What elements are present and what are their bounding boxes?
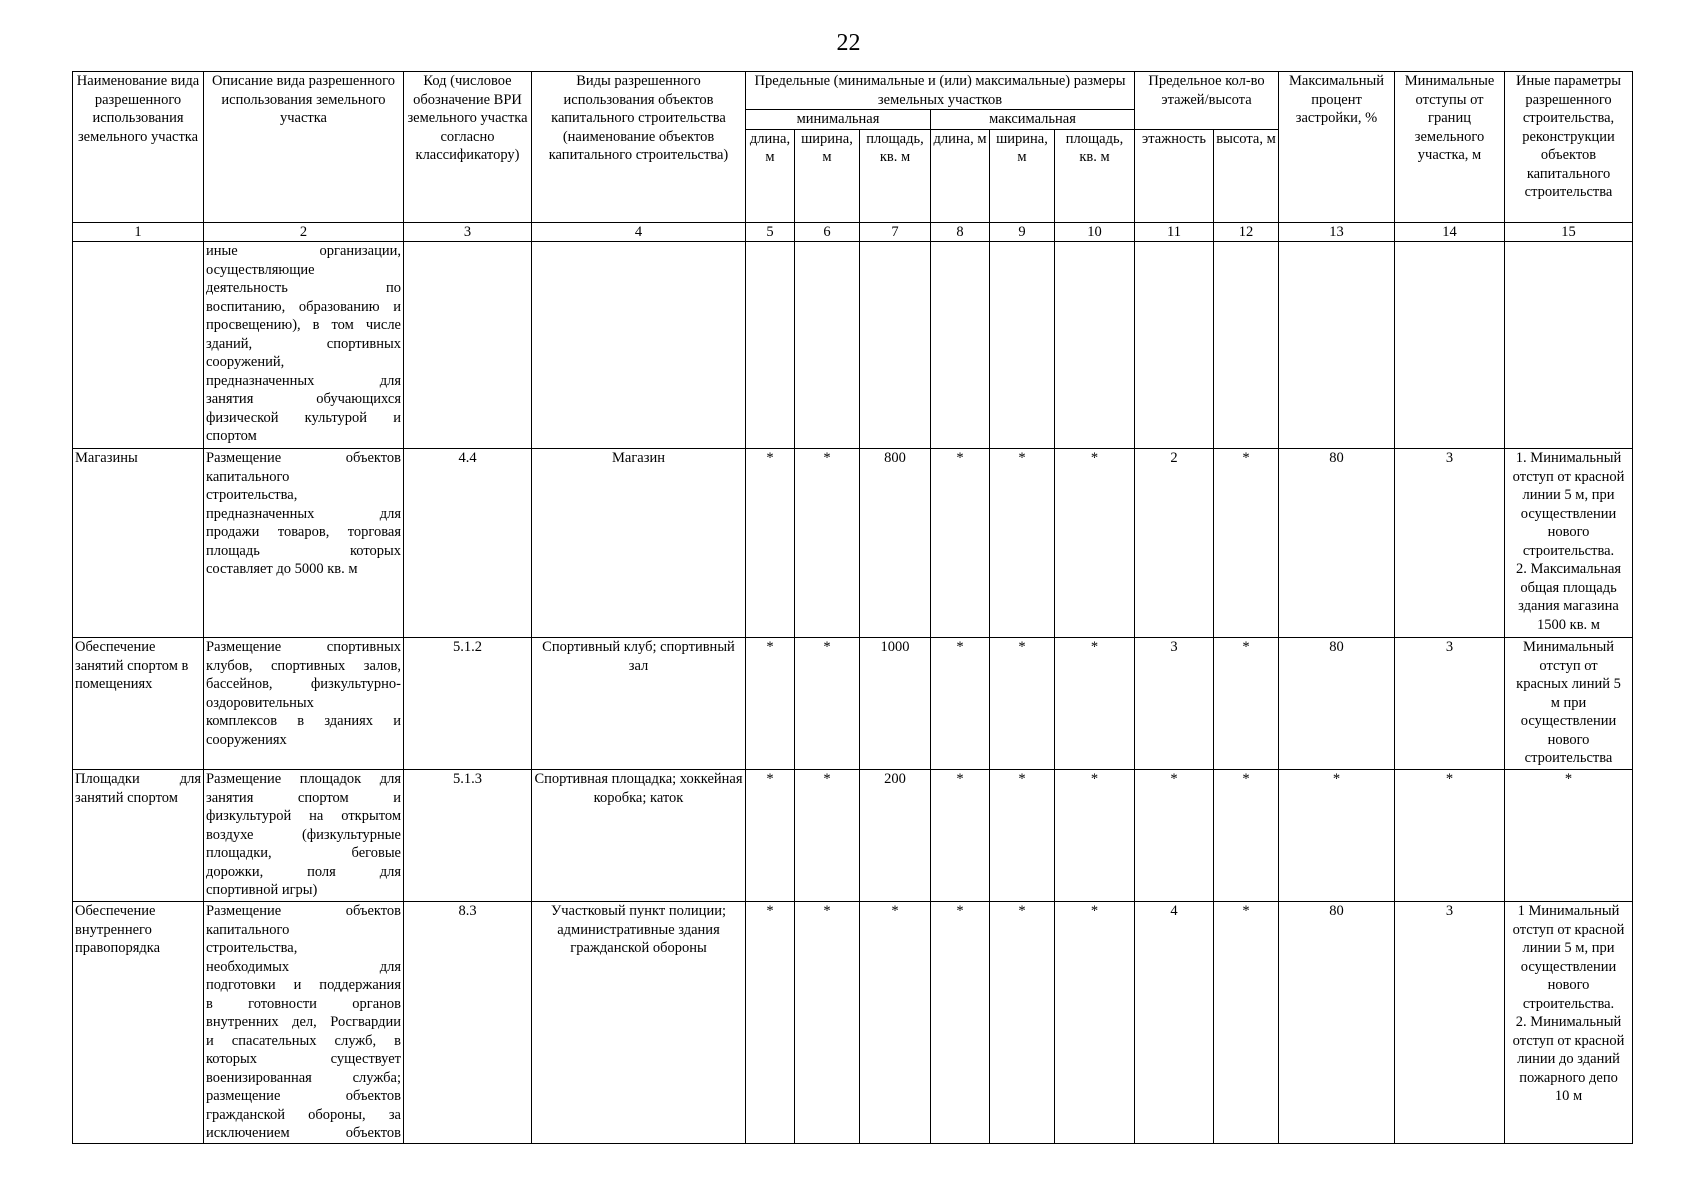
land-use-table: [72, 71, 1633, 1144]
other-line: пожарного депо: [1519, 1069, 1618, 1086]
other-line: отступ от: [1539, 657, 1598, 674]
cell-value: [1279, 242, 1395, 449]
other-line: м при: [1550, 694, 1587, 711]
max-area: *: [1055, 638, 1135, 770]
floors: *: [1135, 770, 1214, 902]
other-line: здания магазина: [1518, 598, 1619, 614]
min-area: 1000: [860, 638, 931, 770]
min-area: 800: [860, 449, 931, 638]
max-area: *: [1055, 449, 1135, 638]
description-line: воздухе (физкультурные: [206, 826, 401, 843]
column-number: 6: [795, 222, 860, 242]
land-use-name: Магазины: [73, 449, 204, 638]
height: *: [1214, 449, 1279, 638]
object-types: Спортивный клуб; спортивный зал: [532, 638, 746, 770]
description-line: спортивной игры): [206, 882, 318, 898]
max-width: *: [990, 449, 1055, 638]
max-length: *: [931, 638, 990, 770]
table-row: [73, 770, 1633, 902]
object-types: Магазин: [532, 449, 746, 638]
min-width: *: [795, 638, 860, 770]
description-line: продажи товаров, торговая: [206, 524, 401, 540]
max-building-percent: 80: [1279, 902, 1395, 1144]
column-number: 8: [931, 222, 990, 242]
other-line: нового: [1547, 731, 1590, 748]
cell-value: [746, 242, 795, 449]
min-length: *: [746, 902, 795, 1144]
header-minimum: минимальная: [746, 110, 931, 130]
description-line: сооружениях: [206, 731, 287, 748]
description-line: необходимых для: [206, 958, 401, 975]
min-area: 200: [860, 770, 931, 902]
other-line: линии 5 м, при: [1522, 487, 1615, 503]
floors: 4: [1135, 902, 1214, 1144]
other-parameters: [1505, 770, 1633, 902]
other-line: нового: [1547, 524, 1590, 540]
header-min-width: ширина, м: [795, 129, 860, 222]
header-description: Описание вида разрешенного использования земельного участка: [204, 72, 404, 223]
description-line: предназначенных для: [206, 505, 401, 522]
header-min-area: площадь, кв. м: [860, 129, 931, 222]
header-min-length: длина, м: [746, 129, 795, 222]
header-max-length: длина, м: [931, 129, 990, 222]
other-line: линии 5 м, при: [1522, 940, 1615, 956]
column-number: 13: [1279, 222, 1395, 242]
description-line: спортом: [206, 428, 257, 444]
header-height: высота, м: [1214, 129, 1279, 222]
description-line: физкультурой на открытом: [206, 808, 401, 824]
description-line: комплексов в зданиях и: [206, 713, 401, 729]
description-line: предназначенных для: [206, 372, 401, 389]
floors: 2: [1135, 449, 1214, 638]
other-line: строительства: [1524, 750, 1613, 766]
land-use-description: [204, 770, 404, 902]
description-line: зданий, спортивных: [206, 335, 401, 352]
land-use-description: [204, 902, 404, 1144]
min-length: *: [746, 449, 795, 638]
max-building-percent: *: [1279, 770, 1395, 902]
other-line: *: [1564, 771, 1573, 787]
description-line: физической культурой и: [206, 409, 401, 426]
header-min-setbacks: Минимальные отступы от границ земельного участка, м: [1395, 72, 1505, 223]
max-building-percent: 80: [1279, 638, 1395, 770]
min-setback: *: [1395, 770, 1505, 902]
header-plot-size-limits: Предельные (минимальные и (или) максимальные) размеры земельных участков: [746, 72, 1135, 110]
header-max-building-percent: Максимальный процент застройки, %: [1279, 72, 1395, 223]
min-width: *: [795, 770, 860, 902]
description-line: военизированная служба;: [206, 1069, 401, 1086]
column-number: 2: [204, 222, 404, 242]
column-number: 4: [532, 222, 746, 242]
column-number: 9: [990, 222, 1055, 242]
other-line: строительства.: [1522, 995, 1615, 1012]
header-code: Код (числовое обозначение ВРИ земельного участка согласно классификатору): [404, 72, 532, 223]
land-use-code: 4.4: [404, 449, 532, 638]
other-line: 1. Минимальный: [1515, 450, 1622, 466]
cell-value: [795, 242, 860, 449]
description-line: иные организации,: [206, 243, 401, 259]
other-line: отступ от красной: [1512, 1032, 1625, 1049]
other-parameters: [1505, 449, 1633, 638]
header-land-use-name: Наименование вида разрешенного использования земельного участка: [73, 72, 204, 223]
max-width: *: [990, 638, 1055, 770]
other-line: 2. Максимальная: [1515, 561, 1622, 577]
description-line: подготовки и поддержания: [206, 977, 401, 993]
land-use-name: [73, 242, 204, 449]
description-line: в готовности органов: [206, 995, 401, 1012]
cell-value: [1395, 242, 1505, 449]
description-line: исключением объектов: [206, 1125, 401, 1141]
land-use-code: 5.1.3: [404, 770, 532, 902]
description-line: Размещение объектов: [206, 450, 401, 466]
cell-value: [1055, 242, 1135, 449]
land-use-description: [204, 449, 404, 638]
description-line: размещение объектов: [206, 1088, 401, 1104]
header-maximum: максимальная: [931, 110, 1135, 130]
other-line: Минимальный: [1523, 639, 1614, 655]
column-number: 5: [746, 222, 795, 242]
cell-value: [990, 242, 1055, 449]
description-line: площадки, беговые: [206, 845, 401, 861]
cell-value: [1505, 242, 1633, 449]
other-line: отступ от красной: [1512, 921, 1625, 938]
description-line: Размещение объектов: [206, 903, 401, 919]
description-line: строительства,: [206, 940, 298, 956]
column-number: 3: [404, 222, 532, 242]
description-line: капитального: [206, 921, 290, 938]
max-length: *: [931, 770, 990, 902]
min-setback: 3: [1395, 638, 1505, 770]
column-number: 12: [1214, 222, 1279, 242]
land-use-name: Площадки для занятий спортом: [73, 770, 204, 902]
column-number: 15: [1505, 222, 1633, 242]
header-max-area: площадь, кв. м: [1055, 129, 1135, 222]
land-use-description: [204, 638, 404, 770]
min-width: *: [795, 902, 860, 1144]
floors: 3: [1135, 638, 1214, 770]
land-use-description: [204, 242, 404, 449]
land-use-name: Обеспечение внутреннего правопорядка: [73, 902, 204, 1144]
column-number: 14: [1395, 222, 1505, 242]
height: *: [1214, 902, 1279, 1144]
min-width: *: [795, 449, 860, 638]
description-line: деятельность по: [206, 280, 401, 296]
max-length: *: [931, 449, 990, 638]
header-floors-height: Предельное кол-во этажей/высота: [1135, 72, 1279, 130]
other-line: отступ от красной: [1512, 468, 1625, 485]
header-max-width: ширина, м: [990, 129, 1055, 222]
description-line: просвещению), в том числе: [206, 317, 401, 333]
land-use-code: [404, 242, 532, 449]
land-use-name: Обеспечение занятий спортом в помещениях: [73, 638, 204, 770]
table-row: [73, 449, 1633, 638]
description-line: клубов, спортивных залов,: [206, 657, 401, 674]
description-line: осуществляющие: [206, 261, 315, 278]
description-line: которых существует: [206, 1051, 401, 1067]
min-area: *: [860, 902, 931, 1144]
description-line: сооружений,: [206, 354, 285, 370]
cell-value: [860, 242, 931, 449]
max-area: *: [1055, 902, 1135, 1144]
object-types: Спортивная площадка; хоккейная коробка; каток: [532, 770, 746, 902]
description-line: Размещение спортивных: [206, 639, 401, 655]
description-line: Размещение площадок для: [206, 771, 401, 787]
table-row: [73, 902, 1633, 1144]
column-number: 10: [1055, 222, 1135, 242]
header-other-parameters: Иные параметры разрешенного строительства, реконструкции объектов капитального строительства: [1505, 72, 1633, 223]
description-line: составляет до 5000 кв. м: [206, 561, 358, 577]
column-number: 1: [73, 222, 204, 242]
max-length: *: [931, 902, 990, 1144]
header-object-types: Виды разрешенного использования объектов капитального строительства (наименование объектов капитального строительства): [532, 72, 746, 223]
column-number: 11: [1135, 222, 1214, 242]
object-types: [532, 242, 746, 449]
other-line: строительства.: [1522, 542, 1615, 559]
other-line: осуществлении: [1520, 713, 1617, 729]
table-row: [73, 242, 1633, 449]
land-use-code: 5.1.2: [404, 638, 532, 770]
page-number: 22: [836, 30, 861, 56]
object-types: Участковый пункт полиции; административные здания гражданской обороны: [532, 902, 746, 1144]
description-line: воспитанию, образованию и: [206, 298, 401, 315]
land-use-code: 8.3: [404, 902, 532, 1144]
description-line: капитального: [206, 468, 290, 485]
max-area: *: [1055, 770, 1135, 902]
other-line: осуществлении: [1520, 505, 1617, 522]
description-line: внутренних дел, Росгвардии: [206, 1014, 401, 1030]
other-line: 1500 кв. м: [1537, 616, 1600, 633]
other-line: линии до зданий: [1517, 1051, 1620, 1067]
description-line: строительства,: [206, 487, 298, 503]
description-line: оздоровительных: [206, 694, 314, 711]
description-line: бассейнов, физкультурно-: [206, 676, 401, 692]
other-line: общая площадь: [1520, 579, 1617, 596]
cell-value: [1135, 242, 1214, 449]
max-width: *: [990, 770, 1055, 902]
other-line: 1 Минимальный: [1517, 903, 1620, 919]
height: *: [1214, 770, 1279, 902]
other-line: 10 м: [1554, 1088, 1583, 1104]
header-floors: этажность: [1135, 129, 1214, 222]
table-row: [73, 638, 1633, 770]
description-line: площадь которых: [206, 542, 401, 559]
other-parameters: [1505, 902, 1633, 1144]
min-setback: 3: [1395, 902, 1505, 1144]
description-line: дорожки, поля для: [206, 863, 401, 880]
other-line: нового: [1547, 977, 1590, 993]
other-parameters: [1505, 638, 1633, 770]
description-line: гражданской обороны, за: [206, 1106, 401, 1123]
min-length: *: [746, 770, 795, 902]
description-line: занятия спортом и: [206, 789, 401, 806]
min-setback: 3: [1395, 449, 1505, 638]
cell-value: [1214, 242, 1279, 449]
other-line: осуществлении: [1520, 958, 1617, 975]
other-line: красных линий 5: [1516, 676, 1621, 692]
max-building-percent: 80: [1279, 449, 1395, 638]
cell-value: [931, 242, 990, 449]
description-line: и спасательных служб, в: [206, 1032, 401, 1049]
column-number: 7: [860, 222, 931, 242]
description-line: занятия обучающихся: [206, 391, 401, 407]
max-width: *: [990, 902, 1055, 1144]
other-line: 2. Минимальный: [1515, 1014, 1622, 1030]
min-length: *: [746, 638, 795, 770]
height: *: [1214, 638, 1279, 770]
